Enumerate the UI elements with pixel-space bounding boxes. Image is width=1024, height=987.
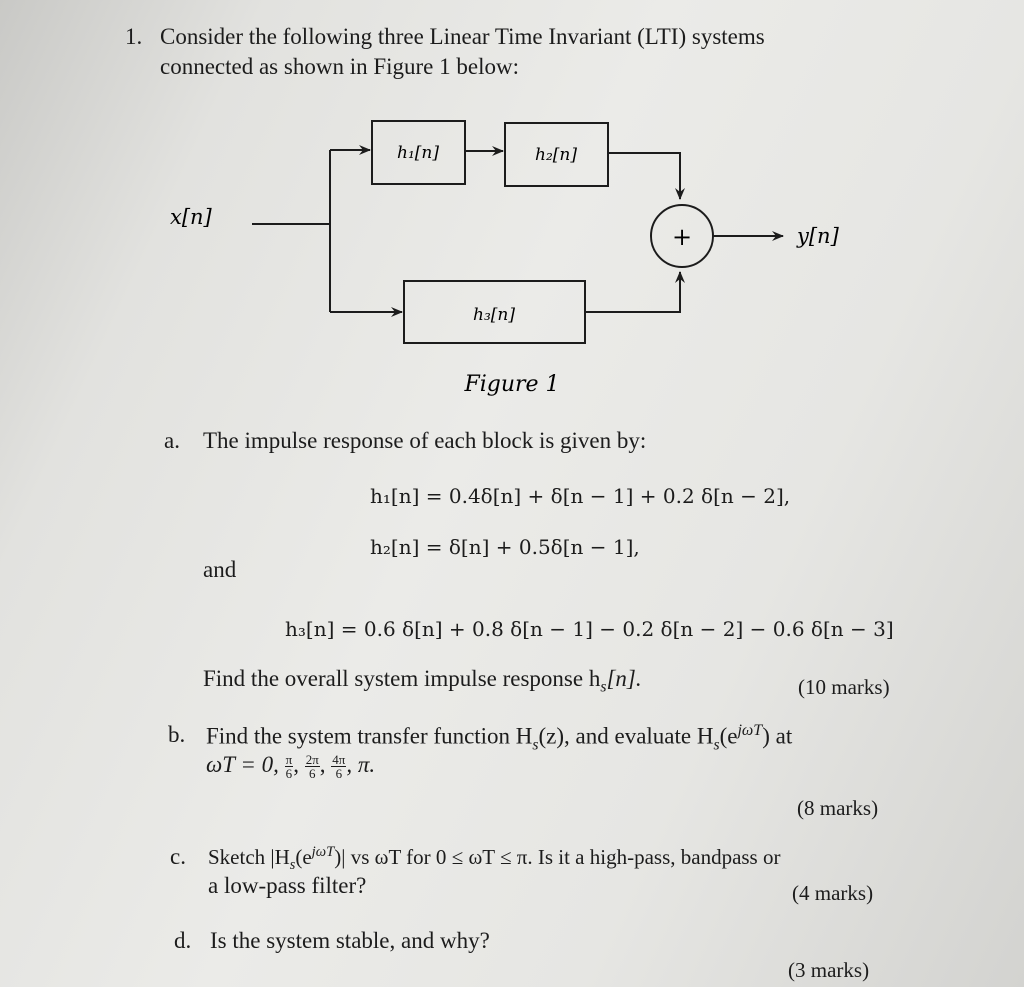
- part-b-omega-start: ωT = 0,: [206, 752, 279, 777]
- part-d-marks: (3 marks): [788, 958, 870, 982]
- fraction-4pi-over-6: $\frac{4\pi}{6}$: [332, 752, 346, 782]
- output-label: y[n]: [797, 224, 839, 248]
- part-c-marks: (4 marks): [792, 881, 874, 905]
- figure-1-block-diagram: [0, 0, 1024, 420]
- question-intro-line2: connected as shown in Figure 1 below:: [160, 54, 519, 79]
- question-number: 1.: [125, 24, 143, 49]
- part-c-sub: s: [289, 857, 296, 874]
- arrow-h2-to-adder: [608, 153, 680, 199]
- part-b-text-mid: (z), and evaluate H: [538, 723, 714, 749]
- block-h2-label: h₂[n]: [535, 145, 577, 165]
- part-d-text: Is the system stable, and why?: [210, 928, 490, 953]
- part-c-text1: Sketch |H: [208, 845, 290, 869]
- question-intro-line1: Consider the following three Linear Time Invariant (LTI) systems: [160, 24, 765, 49]
- part-a-task-sub: s: [600, 678, 607, 696]
- equation-h3: h₃[n] = 0.6 δ[n] + 0.8 δ[n − 1] − 0.2 δ[n − 2] − 0.6 δ[n − 3]: [285, 617, 894, 641]
- part-b-text1: Find the system transfer function H: [206, 723, 533, 749]
- part-c-line1: [208, 844, 780, 874]
- part-b-line2-end: , π.: [346, 752, 376, 777]
- and-text: and: [203, 557, 237, 582]
- part-a-task-end: [n].: [606, 666, 642, 691]
- part-a-task: [203, 666, 642, 697]
- part-b-exp-base: (e: [719, 723, 738, 749]
- equation-h2: h₂[n] = δ[n] + 0.5δ[n − 1],: [370, 535, 640, 559]
- part-c-line2: a low-pass filter?: [208, 873, 367, 898]
- part-c-letter: c.: [170, 844, 186, 869]
- part-a-letter: a.: [164, 428, 180, 453]
- block-h3-label: h₃[n]: [473, 305, 515, 325]
- part-b-letter: b.: [168, 722, 186, 747]
- fraction-pi-over-6: $\frac{\pi}{6}$: [285, 752, 293, 782]
- adder-plus-sign: +: [671, 223, 693, 251]
- arrow-h3-to-adder: [585, 272, 680, 312]
- part-b-marks: (8 marks): [797, 796, 879, 820]
- part-b-sub1: s: [532, 736, 539, 754]
- part-c-exp-base: (e: [295, 845, 312, 869]
- fraction-2pi-over-6: $\frac{2\pi}{6}$: [305, 752, 319, 782]
- part-a-text: The impulse response of each block is given by:: [203, 428, 647, 453]
- part-c-exp: jωT: [311, 844, 335, 860]
- part-c-text-rest: )| vs ωT for 0 ≤ ωT ≤ π. Is it a high-pass, bandpass or: [334, 845, 781, 869]
- part-a-marks: (10 marks): [798, 675, 890, 699]
- part-b-sub2: s: [713, 736, 720, 754]
- block-h1-label: h₁[n]: [397, 143, 439, 163]
- figure-caption: Figure 1: [464, 372, 560, 397]
- input-label: x[n]: [170, 205, 212, 229]
- part-b-text-end: ) at: [762, 723, 793, 749]
- part-b-exp: jωT: [737, 722, 763, 739]
- part-d-letter: d.: [174, 928, 192, 953]
- part-b-line1: [206, 722, 792, 754]
- part-b-line2: ωT = 0, $\frac{\pi}{6}$ , $\frac{2\pi}{6}$ , $\frac{4\pi}{6}$ , π.: [206, 752, 376, 782]
- part-a-task-text: Find the overall system impulse response h: [203, 666, 601, 691]
- equation-h1: h₁[n] = 0.4δ[n] + δ[n − 1] + 0.2 δ[n − 2],: [370, 484, 791, 508]
